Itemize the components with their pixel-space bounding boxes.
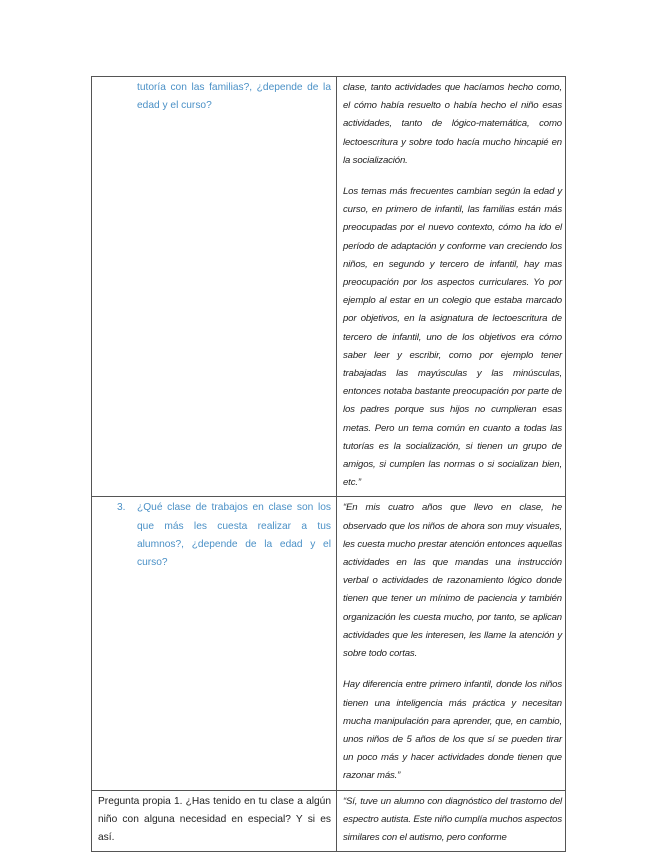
- answer-paragraph: “Sí, tuve un alumno con diagnóstico del trastorno del espectro autista. Este niño cumplía muchos aspectos similares con el autismo, pero conforme: [343, 795, 562, 843]
- table-row: [92, 790, 566, 852]
- table-row: [92, 77, 566, 497]
- question-text: ¿Qué clase de trabajos en clase son los que más les cuesta realizar a tus alumnos?, ¿depende de la edad y el curso?: [137, 502, 331, 569]
- answer-cell: [337, 497, 566, 790]
- question-text: Pregunta propia 1. ¿Has tenido en tu clase a algún niño con alguna necesidad en especial? Y si es así.: [98, 795, 331, 844]
- interview-table: [91, 76, 566, 852]
- answer-paragraph: Los temas más frecuentes cambian según la edad y curso, en primero de infantil, las familias están más preocupadas por el nuevo contexto, cómo ha ido el período de adaptación y conforme van creciendo los niños, en segundo y tercero de infantil, hay mas preocupación por los aspectos curriculares. Yo por ejemplo al estar en un colegio que estaba marcado por objetivos, en la asignatura de lectoescritura de tercero de infantil, uno de los objetivos era cómo saber leer y escribir, como por ejemplo tener trabajadas las mayúsculas y las minúsculas, entonces notaba bastante preocupación por parte de los padres porque sus hijos no cumplieran esas metas. Pero un tema común en cuanto a todas las tutorías es la socialización, si tienen un grupo de amigos, si cumplen las normas o si socializan bien, etc.”: [343, 186, 562, 489]
- question-cell: [92, 77, 337, 497]
- answer-paragraph: Hay diferencia entre primero infantil, donde los niños tienen una inteligencia más práctica y necesitan mucha manipulación para aprender, que, en cambio, unos niños de 5 años de los que sí se pueden tirar un poco más y hacer actividades donde tienen que razonar más.”: [343, 679, 562, 782]
- table-row: [92, 497, 566, 790]
- question-cell: [92, 497, 337, 790]
- question-cell: [92, 790, 337, 852]
- question-text: tutoría con las familias?, ¿depende de la edad y el curso?: [137, 82, 331, 112]
- answer-paragraph: clase, tanto actividades que hacíamos hecho como, el cómo había resuelto o había hecho el niño esas actividades, tanto de lógico-matemática, como lectoescritura y sobre todo hacía mucho hincapié en la socialización.: [343, 82, 562, 166]
- answer-cell: [337, 77, 566, 497]
- answer-cell: [337, 790, 566, 852]
- answer-paragraph: “En mis cuatro años que llevo en clase, he observado que los niños de ahora son muy visuales, les cuesta mucho prestar atención entonces aquellas actividades en las que mandas una instrucción verbal o actividades de razonamiento lógico donde tienen que tener un mínimo de paciencia y también organización les cuesta mucho, por tanto, se aplican actividades que les interesen, les llame la atención y sobre todo cortas.: [343, 502, 562, 660]
- question-number: 3.: [117, 502, 126, 514]
